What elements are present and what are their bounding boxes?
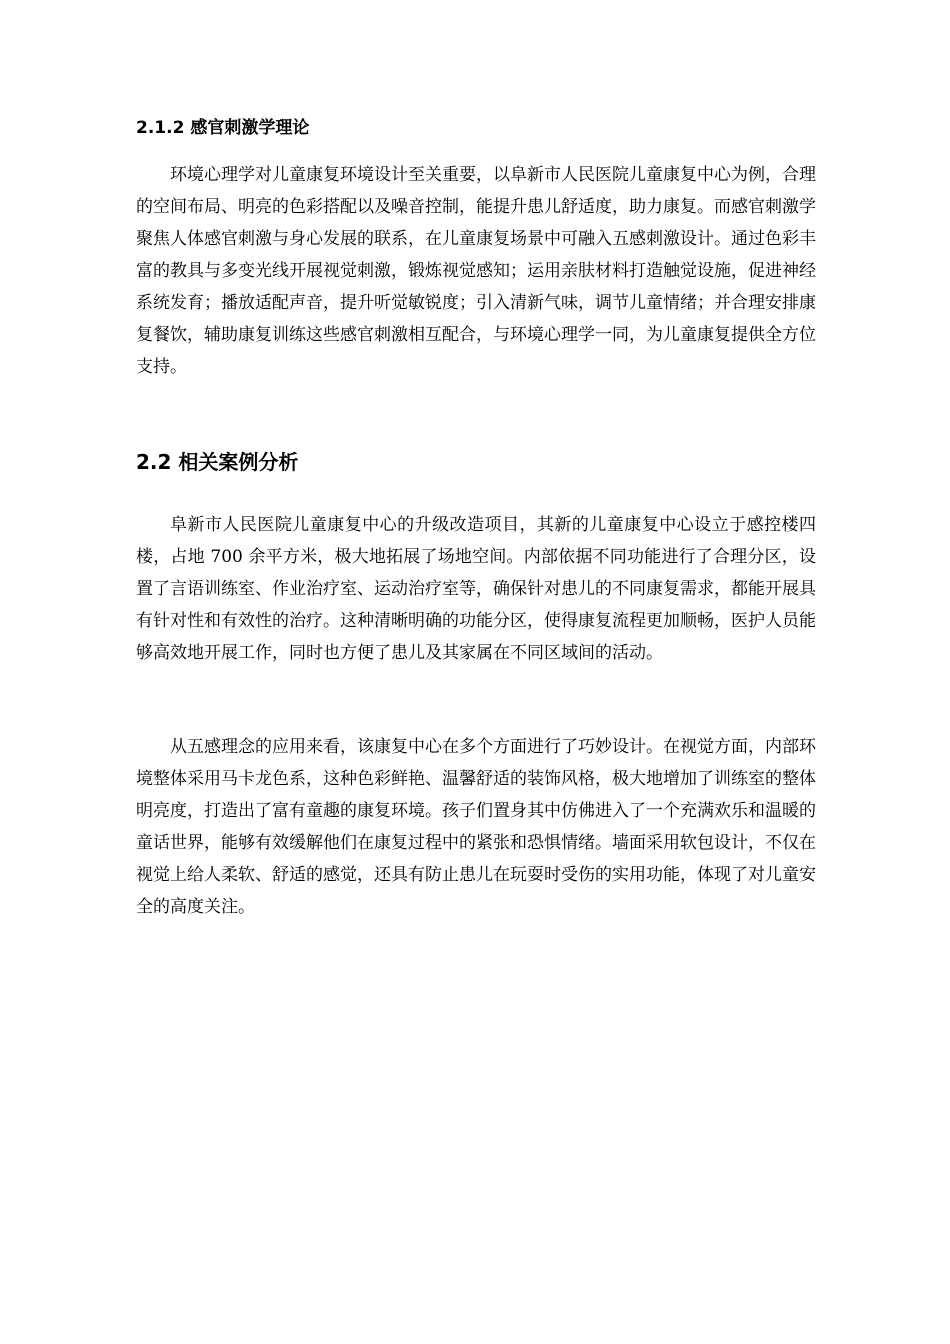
section-heading-2-2: 2.2 相关案例分析 (136, 450, 299, 474)
section-heading-2-1-2: 2.1.2 感官刺激学理论 (136, 118, 310, 138)
paragraph-five-senses: 从五感理念的应用来看，该康复中心在多个方面进行了巧妙设计。在视觉方面，内部环境整体采用马卡龙色系，这种色彩鲜艳、温馨舒适的装饰风格，极大地增加了训练室的整体明亮度，打造出了富有童趣的康复环境。孩子们置身其中仿佛进入了一个充满欢乐和温暖的童话世界，能够有效缓解他们在康复过程中的紧张和恐惧情绪。墙面采用软包设计，不仅在视觉上给人柔软、舒适的感觉，还具有防止患儿在玩耍时受伤的实用功能，体现了对儿童安全的高度关注。 (136, 737, 816, 917)
paragraph-case-layout: 阜新市人民医院儿童康复中心的升级改造项目，其新的儿童康复中心设立于感控楼四楼，占地 700 余平方米，极大地拓展了场地空间。内部依据不同功能进行了合理分区，设置了言语训练室、作业治疗室、运动治疗室等，确保针对患儿的不同康复需求，都能开展具有针对性和有效性的治疗。这种清晰明确的功能分区，使得康复流程更加顺畅，医护人员能够高效地开展工作，同时也方便了患儿及其家属在不同区域间的活动。 (136, 515, 816, 663)
paragraph-sensory-stimulation: 环境心理学对儿童康复环境设计至关重要，以阜新市人民医院儿童康复中心为例，合理的空间布局、明亮的色彩搭配以及噪音控制，能提升患儿舒适度，助力康复。而感官刺激学聚焦人体感官刺激与身心发展的联系，在儿童康复场景中可融入五感刺激设计。通过色彩丰富的教具与多变光线开展视觉刺激，锻炼视觉感知；运用亲肤材料打造触觉设施，促进神经系统发育；播放适配声音，提升听觉敏锐度；引入清新气味，调节儿童情绪；并合理安排康复餐饮，辅助康复训练这些感官刺激相互配合，与环境心理学一同，为儿童康复提供全方位支持。 (136, 165, 816, 377)
